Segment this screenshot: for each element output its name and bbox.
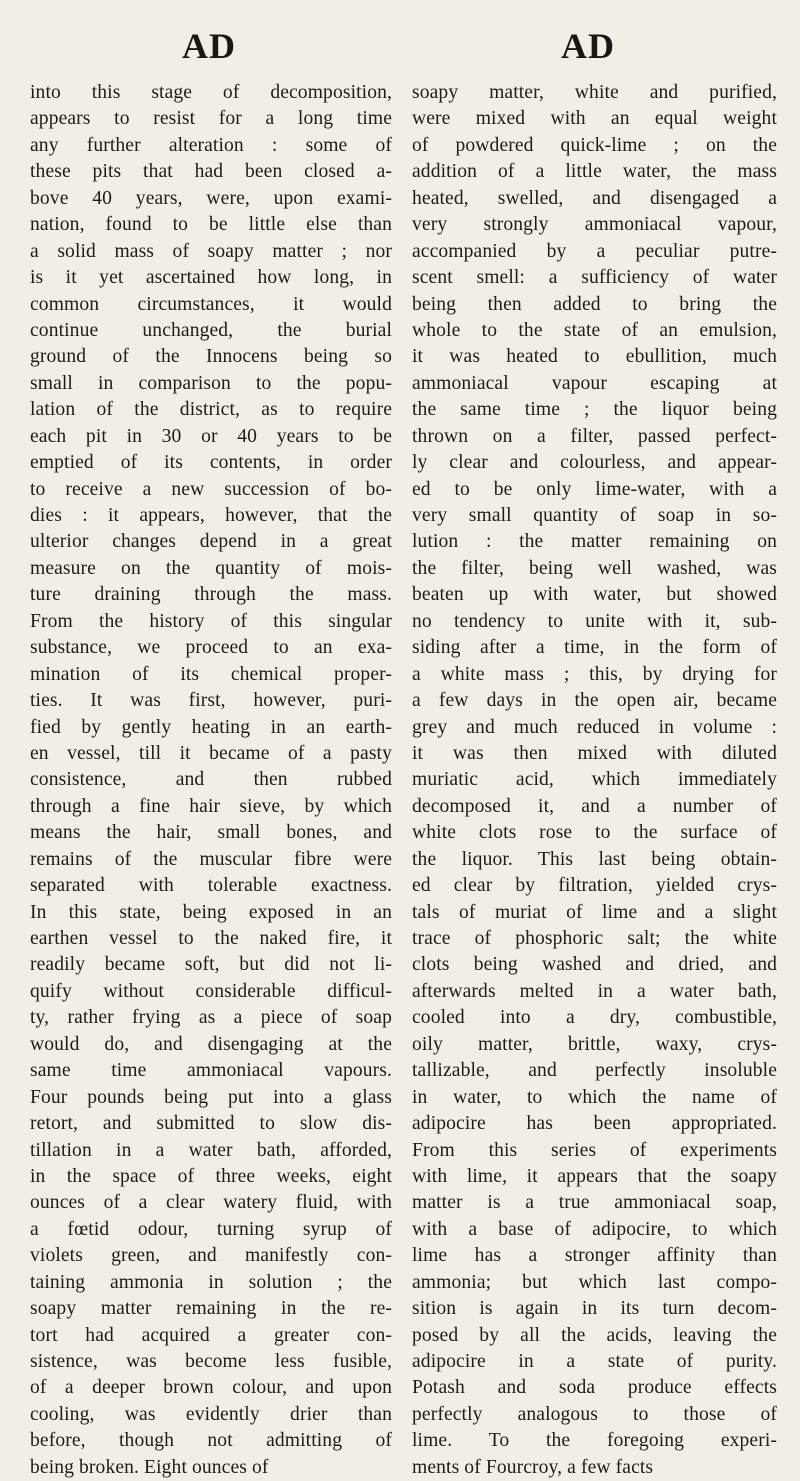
text-line: bove 40 years, were, upon exami- — [30, 187, 392, 209]
text-line: into this stage of decomposition, — [30, 82, 392, 103]
text-line: consistence, and then rubbed — [30, 769, 392, 791]
text-line: ed clear by filtration, yielded crys- — [412, 875, 777, 897]
text-line: cooled into a dry, combustible, — [412, 1007, 777, 1029]
text-line: adipocire in a state of purity. — [412, 1351, 777, 1372]
text-line: trace of phosphoric salt; the white — [412, 928, 777, 949]
text-line: emptied of its contents, in order — [30, 452, 392, 474]
text-line: In this state, being exposed in an — [30, 901, 392, 923]
text-line: a solid mass of soapy matter ; nor — [30, 240, 392, 262]
text-line: in the space of three weeks, eight — [30, 1165, 392, 1187]
text-line: ly clear and colourless, and appear- — [412, 452, 777, 474]
text-line: addition of a little water, the mass — [412, 161, 777, 183]
text-line: perfectly analogous to those of — [412, 1403, 777, 1425]
text-line: through a fine hair sieve, by which — [30, 795, 392, 817]
text-line: sition is again in its turn decom- — [412, 1298, 777, 1320]
text-line: substance, we proceed to an exa- — [30, 637, 392, 659]
text-line: cooling, was evidently drier than — [30, 1403, 392, 1425]
text-line: white clots rose to the surface of — [412, 822, 777, 844]
text-line: Four pounds being put into a glass — [30, 1086, 392, 1108]
text-line: lime. To the foregoing experi- — [412, 1430, 777, 1452]
text-line: these pits that had been closed a- — [30, 161, 392, 183]
text-line: each pit in 30 or 40 years to be — [30, 425, 392, 447]
text-line: whole to the state of an emulsion, — [412, 319, 777, 341]
text-line: appears to resist for a long time — [30, 108, 392, 130]
text-line: with lime, it appears that the soapy — [412, 1165, 777, 1187]
text-line: tallizable, and perfectly insoluble — [412, 1060, 777, 1082]
text-line: accompanied by a peculiar putre- — [412, 240, 777, 262]
text-line: lution : the matter remaining on — [412, 531, 777, 553]
text-line: being then added to bring the — [412, 293, 777, 315]
text-line: adipocire has been appropriated. — [412, 1113, 777, 1135]
text-line: From the history of this singular — [30, 610, 392, 632]
text-line: tort had acquired a greater con- — [30, 1324, 392, 1346]
text-line: earthen vessel to the naked fire, it — [30, 928, 392, 949]
text-line: remains of the muscular fibre were — [30, 848, 392, 870]
text-line: being broken. Eight ounces of — [30, 1456, 269, 1478]
text-line: ground of the Innocens being so — [30, 346, 392, 368]
text-line: any further alteration : some of — [30, 134, 392, 156]
text-line: to receive a new succession of bo- — [30, 478, 392, 500]
text-line: small in comparison to the popu- — [30, 372, 392, 394]
text-line: From this series of experiments — [412, 1139, 777, 1161]
text-line: of powdered quick-lime ; on the — [412, 134, 777, 156]
text-line: oily matter, brittle, waxy, crys- — [412, 1033, 777, 1055]
text-line: would do, and disengaging at the — [30, 1033, 392, 1055]
text-line: the filter, being well washed, was — [412, 557, 777, 579]
text-line: ulterior changes depend in a great — [30, 531, 392, 553]
text-line: is it yet ascertained how long, in — [30, 267, 392, 289]
text-line: ments of Fourcroy, a few facts — [412, 1456, 654, 1478]
text-line: retort, and submitted to slow dis- — [30, 1113, 392, 1135]
text-line: quify without considerable difficul- — [30, 980, 392, 1002]
text-line: the same time ; the liquor being — [412, 399, 777, 421]
text-line: lation of the district, as to require — [30, 399, 392, 421]
text-line: separated with tolerable exactness. — [30, 875, 392, 897]
text-line: afterwards melted in a water bath, — [412, 980, 777, 1002]
text-line: were mixed with an equal weight — [412, 108, 777, 130]
text-line: ounces of a clear watery fluid, with — [30, 1192, 392, 1214]
text-line: a few days in the open air, became — [412, 690, 777, 712]
text-line: a fœtid odour, turning syrup of — [30, 1218, 392, 1240]
text-line: means the hair, small bones, and — [30, 822, 392, 844]
text-line: ties. It was first, however, puri- — [30, 690, 392, 712]
text-line: very strongly ammoniacal vapour, — [412, 214, 777, 236]
text-line: with a base of adipocire, to which — [412, 1218, 777, 1240]
text-line: tals of muriat of lime and a slight — [412, 901, 777, 923]
text-line: before, though not admitting of — [30, 1430, 392, 1452]
text-line: a white mass ; this, by drying for — [412, 663, 777, 685]
text-line: muriatic acid, which immediately — [412, 769, 777, 791]
text-line: ty, rather frying as a piece of soap — [30, 1007, 392, 1029]
text-line: ammonia; but which last compo- — [412, 1271, 777, 1293]
text-line: measure on the quantity of mois- — [30, 557, 392, 579]
text-line: lime has a stronger affinity than — [412, 1245, 777, 1267]
text-line: thrown on a filter, passed perfect- — [412, 425, 777, 447]
text-line: scent smell: a sufficiency of water — [412, 267, 777, 289]
text-line: in water, to which the name of — [412, 1086, 777, 1108]
text-line: decomposed it, and a number of — [412, 795, 777, 817]
text-column-left — [30, 80, 392, 1481]
running-head-right: AD — [561, 26, 615, 66]
text-line: no tendency to unite with it, sub- — [412, 610, 777, 632]
text-line: mination of its chemical proper- — [30, 663, 392, 685]
text-line: continue unchanged, the burial — [30, 319, 392, 341]
text-line: soapy matter remaining in the re- — [30, 1298, 392, 1320]
text-line: tillation in a water bath, afforded, — [30, 1139, 392, 1161]
text-line: beaten up with water, but showed — [412, 584, 777, 606]
text-line: fied by gently heating in an earth- — [30, 716, 392, 738]
text-line: clots being washed and dried, and — [412, 954, 777, 976]
text-line: readily became soft, but did not li- — [30, 954, 392, 976]
text-line: it was heated to ebullition, much — [412, 346, 777, 368]
text-line: siding after a time, in the form of — [412, 637, 777, 659]
text-line: taining ammonia in solution ; the — [30, 1271, 392, 1293]
text-line: ammoniacal vapour escaping at — [412, 372, 777, 394]
text-line: sistence, was become less fusible, — [30, 1351, 392, 1372]
running-head-left: AD — [182, 26, 236, 66]
text-line: matter is a true ammoniacal soap, — [412, 1192, 777, 1214]
text-line: Potash and soda produce effects — [412, 1377, 777, 1399]
page-header — [0, 26, 800, 66]
text-line: grey and much reduced in volume : — [412, 716, 777, 738]
text-line: same time ammoniacal vapours. — [30, 1060, 392, 1082]
text-line: ture draining through the mass. — [30, 584, 392, 606]
text-line: of a deeper brown colour, and upon — [30, 1377, 392, 1399]
text-column-right — [412, 80, 777, 1481]
text-line: heated, swelled, and disengaged a — [412, 187, 777, 209]
text-line: violets green, and manifestly con- — [30, 1245, 392, 1267]
text-line: ed to be only lime-water, with a — [412, 478, 777, 500]
text-line: posed by all the acids, leaving the — [412, 1324, 777, 1346]
text-line: dies : it appears, however, that the — [30, 505, 392, 526]
text-line: it was then mixed with diluted — [412, 742, 777, 764]
text-line: nation, found to be little else than — [30, 214, 392, 236]
text-line: the liquor. This last being obtain- — [412, 848, 777, 870]
text-line: en vessel, till it became of a pasty — [30, 742, 392, 764]
text-line: soapy matter, white and purified, — [412, 82, 777, 103]
text-line: common circumstances, it would — [30, 293, 392, 315]
text-line: very small quantity of soap in so- — [412, 505, 777, 526]
